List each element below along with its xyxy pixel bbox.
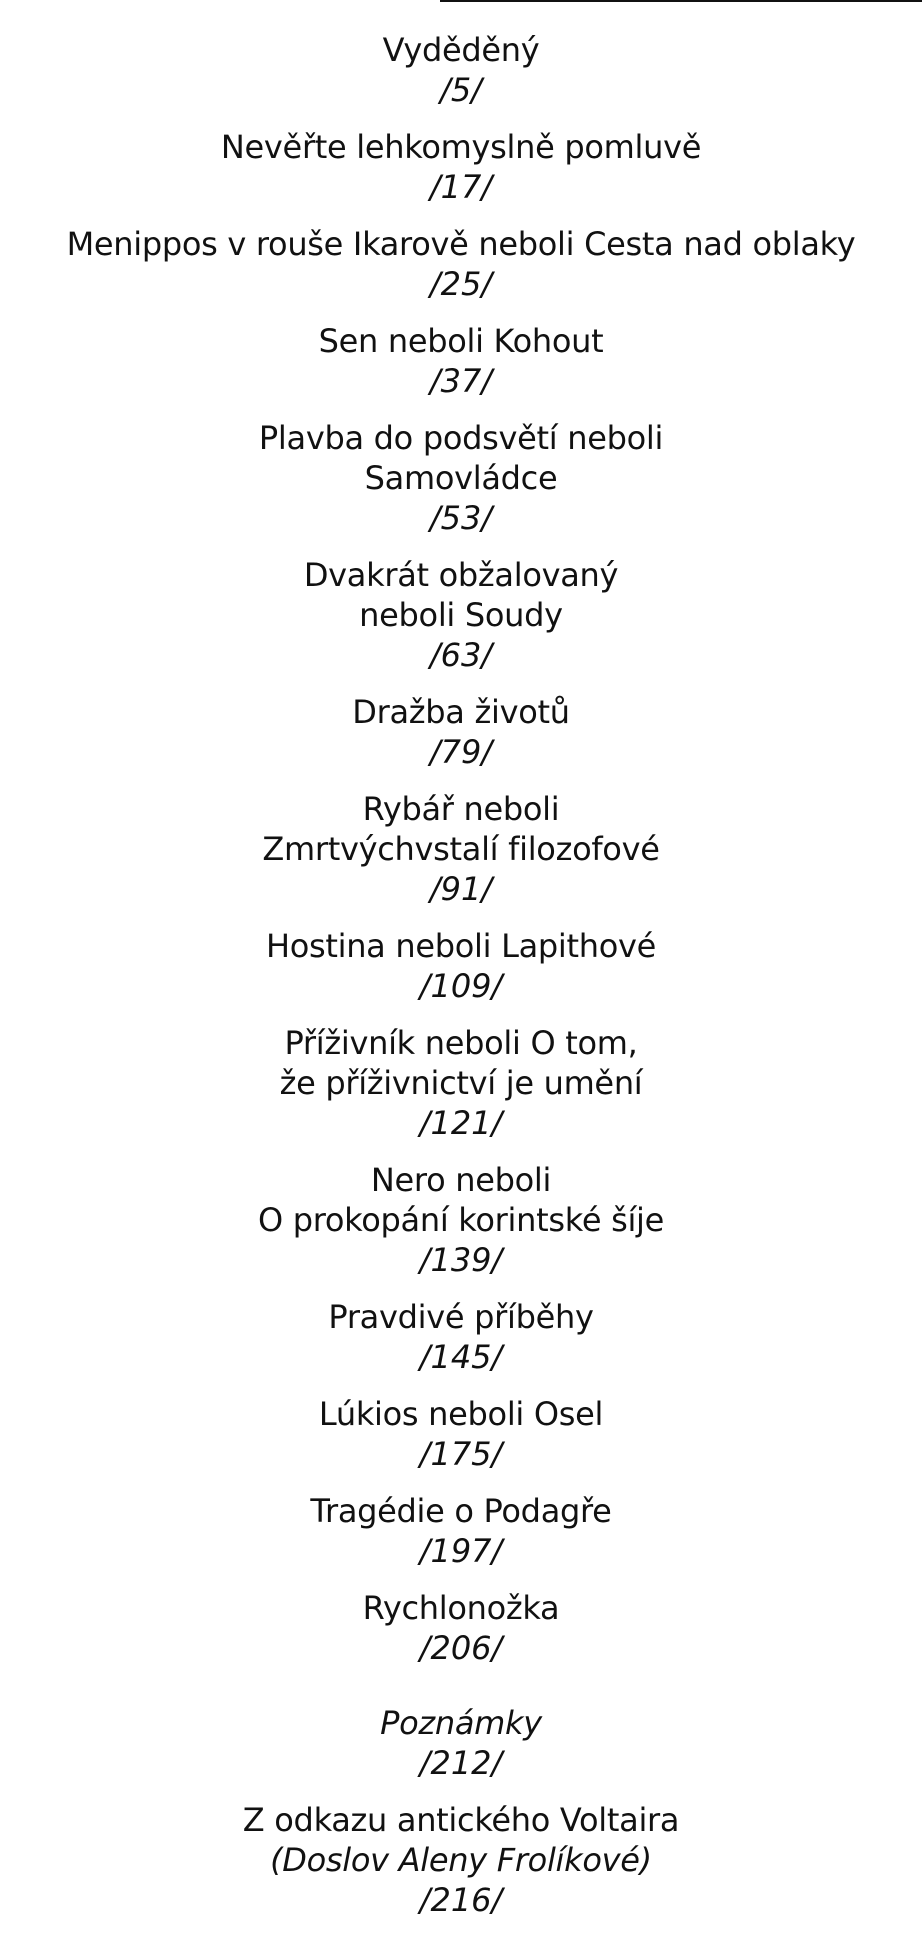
toc-entry-title: Nero neboli: [370, 1161, 552, 1199]
toc-entry: [0, 555, 922, 675]
toc-entry: [0, 30, 922, 110]
toc-entry-title: Dvakrát obžalovaný: [303, 556, 619, 594]
toc-entry: [0, 1023, 922, 1143]
toc-entry-title: Sen neboli Kohout: [318, 322, 604, 360]
top-rule: [440, 0, 922, 2]
toc-entry-page: /17/: [429, 168, 493, 206]
toc-entry-title: O prokopání korintské šíje: [257, 1201, 665, 1239]
toc-entry-page: /53/: [429, 499, 493, 537]
toc-entry-title: Dražba životů: [352, 693, 570, 731]
toc-entry-page: /79/: [429, 733, 493, 771]
toc-entry: [0, 1394, 922, 1474]
toc-entry-page: /37/: [429, 362, 493, 400]
toc-entry-page: /121/: [419, 1104, 503, 1142]
toc-entry-page: /109/: [419, 967, 503, 1005]
toc-entry-title: Rychlonožka: [362, 1589, 560, 1627]
toc-entry-page: /216/: [419, 1881, 503, 1919]
toc-entry-title: Samovládce: [364, 459, 558, 497]
toc-entry-title: Poznámky: [380, 1704, 542, 1742]
toc-entry-page: /145/: [419, 1338, 503, 1376]
toc-entry-page: /25/: [429, 265, 493, 303]
toc-entry: [0, 418, 922, 538]
toc-entry-title: Plavba do podsvětí neboli: [258, 419, 664, 457]
toc-entry-page: /175/: [419, 1435, 503, 1473]
toc-entry-afterword: [0, 1800, 922, 1920]
toc-entry: [0, 321, 922, 401]
toc-entry-title: Z odkazu antického Voltaira: [242, 1801, 680, 1839]
toc-entry-title: že příživnictví je umění: [279, 1064, 643, 1102]
toc-entry-notes: [0, 1703, 922, 1783]
toc-entry-page: /206/: [419, 1629, 503, 1667]
table-of-contents: [0, 30, 922, 1937]
toc-entry-title: Příživník neboli O tom,: [284, 1024, 638, 1062]
toc-entry: [0, 1588, 922, 1668]
toc-entry-title: Rybář neboli: [362, 790, 560, 828]
toc-entry: [0, 1491, 922, 1571]
toc-entry: [0, 692, 922, 772]
toc-entry: [0, 1297, 922, 1377]
toc-entry-title: Vyděděný: [382, 31, 540, 69]
toc-entry-page: /63/: [429, 636, 493, 674]
toc-entry-page: /91/: [429, 870, 493, 908]
toc-entry-title: Tragédie o Podagře: [310, 1492, 612, 1530]
toc-entry-title: Menippos v rouše Ikarově neboli Cesta nad oblaky: [66, 225, 856, 263]
toc-entry-page: /197/: [419, 1532, 503, 1570]
toc-entry: [0, 789, 922, 909]
toc-entry: [0, 224, 922, 304]
toc-entry-subtitle: (Doslov Aleny Frolíkové): [270, 1841, 652, 1879]
toc-entry-title: Zmrtvýchvstalí filozofové: [262, 830, 660, 868]
toc-entry-page: /139/: [419, 1241, 503, 1279]
toc-entry-page: /212/: [419, 1744, 503, 1782]
toc-entry: [0, 127, 922, 207]
toc-entry-title: Lúkios neboli Osel: [318, 1395, 604, 1433]
toc-entry-title: neboli Soudy: [359, 596, 563, 634]
toc-entry-page: /5/: [440, 71, 482, 109]
toc-entry-title: Pravdivé příběhy: [328, 1298, 594, 1336]
toc-entry-title: Nevěřte lehkomyslně pomluvě: [220, 128, 702, 166]
toc-entry-title: Hostina neboli Lapithové: [265, 927, 657, 965]
toc-entry: [0, 1160, 922, 1280]
toc-entry: [0, 926, 922, 1006]
